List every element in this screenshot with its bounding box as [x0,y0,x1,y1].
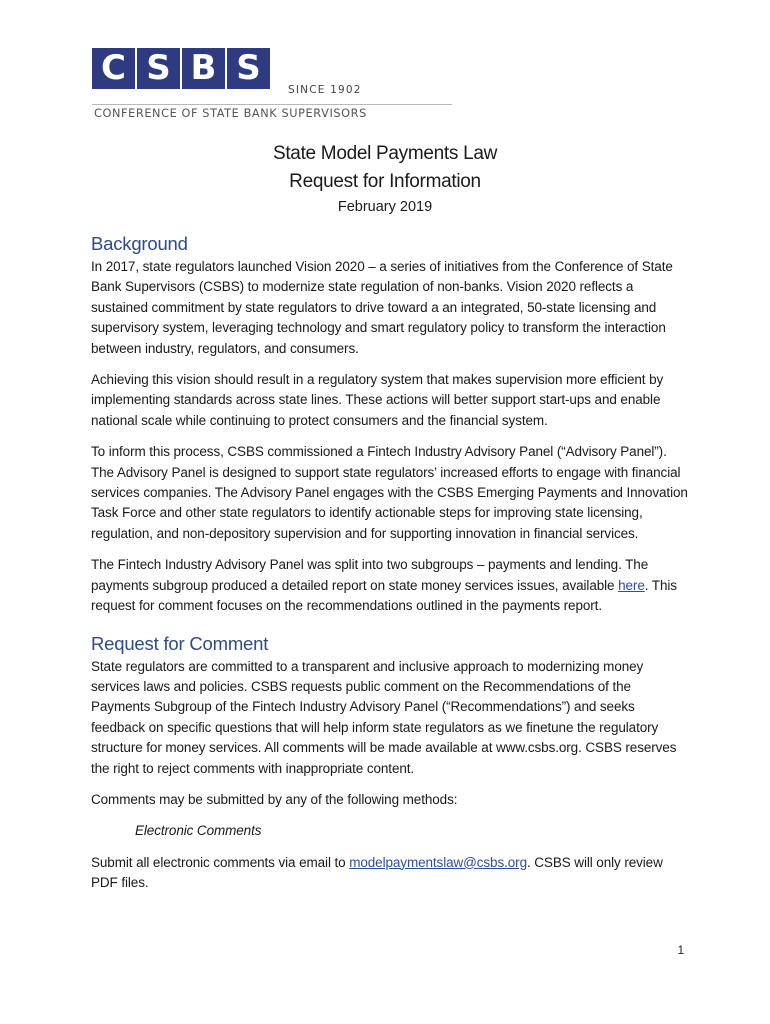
csbs-logo [92,48,464,122]
paragraph-3-text-after: . CSBS will only review PDF files. [91,854,663,891]
paragraph-3-text-before: Submit all electronic comments via email to [91,854,350,870]
request-for-comment-heading: Request for Comment [91,632,269,654]
request-paragraph-3 [91,853,691,894]
logo-divider [92,104,452,105]
document-subtitle: Request for Information [289,171,481,192]
electronic-comments-subheading: Electronic Comments [135,823,262,839]
document-body [91,231,691,894]
background-heading: Background [91,233,188,254]
paragraph-4-text-after: . This request for comment focuses on the recommendations outlined in the payments report. [91,577,677,614]
document-title-block [0,140,770,218]
paragraph-4-text-before: The Fintech Industry Advisory Panel was split into two subgroups – payments and lending. The payments subgroup produced a detailed report on state money services issues, available [91,557,649,593]
email-link[interactable]: modelpaymentslaw@csbs.org [349,854,527,870]
report-here-link[interactable]: here [618,577,645,593]
logo-since: SINCE 1902 [288,84,362,96]
logo-letter-s-2: S [227,48,270,89]
document-title: State Model Payments Law [272,143,498,164]
logo-letter-s: S [137,48,180,89]
background-paragraph-3: To inform this process, CSBS commissioned a Fintech Industry Advisory Panel (“Advisory Panel”). The Advisory Panel is designed to support state regulators’ increased efforts to engage with financial services companies. The Advisory Panel engages with the CSBS Emerging Payments and Innovation Task Force and other state regulators to identify actionable steps for improving state licensing, regulation, and non-depository supervision and for supporting innovation in financial services. [91,444,688,541]
request-paragraph-1: State regulators are committed to a transparent and inclusive approach to modernizing money services laws and policies. CSBS requests public comment on the Recommendations of the Payments Subgroup of the Fintech Industry Advisory Panel (“Recommendations”) and seeks feedback on specific questions that will help inform state regulators as we finetune the regulatory structure for money services. All comments will be made available at www.csbs.org. CSBS reserves the right to reject comments with inappropriate content. [91,658,677,776]
request-paragraph-2: Comments may be submitted by any of the following methods: [91,791,458,807]
logo-organization-name: CONFERENCE OF STATE BANK SUPERVISORS [94,107,367,120]
logo-letter-boxes [92,48,272,89]
background-paragraph-2: Achieving this vision should result in a regulatory system that makes supervision more efficient by implementing standards across state lines. These actions will better support start-ups and enable national scale while continuing to protect consumers and the financial system. [91,372,664,428]
document-date: February 2019 [337,199,433,215]
page-number: 1 [677,945,684,957]
logo-letter-c: C [92,48,135,89]
background-paragraph-4 [91,555,691,616]
logo-letter-b: B [182,48,225,89]
background-paragraph-1: In 2017, state regulators launched Vision 2020 – a series of initiatives from the Conference of State Bank Supervisors (CSBS) to modernize state regulation of non-banks. Vision 2020 reflects a sustained commitment by state regulators to drive toward a an integrated, 50-state licensing and supervisory system, leveraging technology and smart regulatory policy to transform the interaction between industry, regulators, and consumers. [91,259,673,356]
